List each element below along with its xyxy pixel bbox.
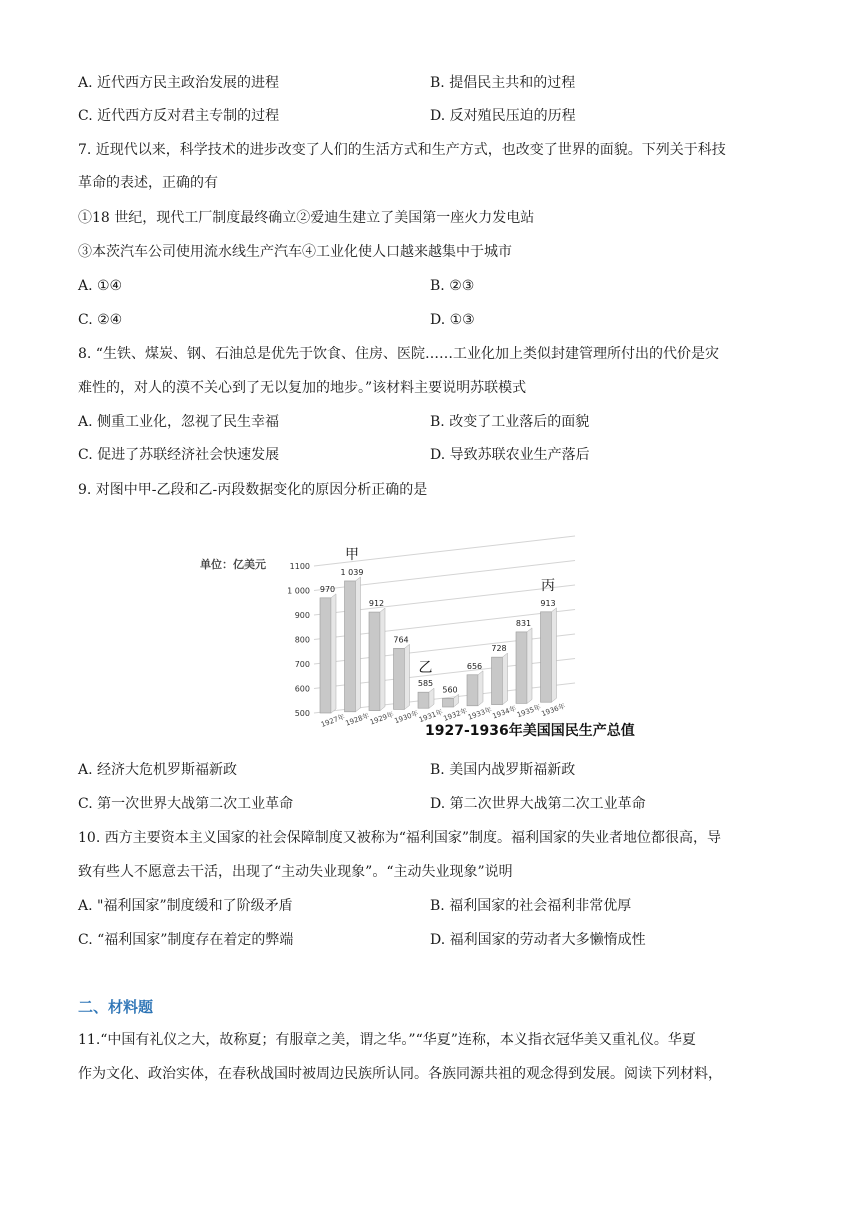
x-tick-label: 1927年 (319, 712, 347, 729)
q8-option-d: D. 导致苏联农业生产落后 (430, 447, 590, 463)
bar-side (527, 628, 532, 703)
data-label: 1 039 (340, 567, 364, 577)
chart-unit-label: 单位：亿美元 (200, 558, 266, 571)
q6-option-c: C. 近代西方反对君主专制的过程 (78, 108, 280, 124)
y-tick-label: 500 (294, 709, 310, 718)
q11-stem-line1: 11.“中国有礼仪之大，故称夏；有服章之美，谓之华。”“华夏”连称，本义指衣冠华美又重礼仪。华夏 (78, 1032, 696, 1048)
q8-option-b: B. 改变了工业落后的面貌 (430, 414, 590, 430)
y-tick-label: 1100 (289, 562, 310, 571)
data-label: 831 (515, 618, 532, 628)
bar (492, 657, 503, 704)
point-annotation: 丙 (541, 577, 555, 594)
x-tick-label: 1933年 (466, 705, 494, 722)
q8-stem-line2: 难性的，对人的漠不关心到了无以复加的地步。”该材料主要说明苏联模式 (78, 380, 527, 396)
q9-stem: 9. 对图中甲-乙段和乙-丙段数据变化的原因分析正确的是 (78, 482, 428, 498)
q8-option-c: C. 促进了苏联经济社会快速发展 (78, 447, 280, 463)
bar-side (552, 608, 557, 702)
bar-side (478, 671, 483, 706)
q10-option-a: A. "福利国家”制度缓和了阶级矛盾 (78, 898, 293, 914)
data-label: 912 (368, 599, 385, 609)
bar (516, 632, 527, 703)
section-heading-materials: 二、材料题 (78, 998, 154, 1016)
q11-stem-line2: 作为文化、政治实体，在春秋战国时被周边民族所认同。各族同源共祖的观念得到发展。阅读下列材料， (78, 1066, 722, 1082)
x-tick-label: 1934年 (491, 704, 518, 721)
q10-option-d: D. 福利国家的劳动者大多懒惰成性 (430, 932, 646, 948)
bar-side (331, 594, 336, 713)
bar-side (503, 653, 508, 704)
q7-statement-line1: ①18 世纪，现代工厂制度最终确立②爱迪生建立了美国第一座火力发电站 (78, 210, 535, 226)
bar (320, 598, 331, 713)
bar-side (429, 688, 434, 708)
q7-option-b: B. ②③ (430, 278, 475, 294)
data-label: 560 (442, 685, 458, 695)
bar-side (356, 577, 361, 712)
q6-option-d: D. 反对殖民压迫的历程 (430, 108, 576, 124)
point-annotation: 乙 (418, 660, 433, 677)
q9-option-d: D. 第二次世界大战第二次工业革命 (430, 796, 646, 812)
q7-option-c: C. ②④ (78, 312, 123, 328)
gnp-bar-chart (190, 518, 635, 748)
y-tick-label: 700 (294, 660, 310, 669)
x-tick-label: 1936年 (540, 702, 567, 719)
x-tick-label: 1928年 (344, 711, 371, 728)
q10-stem-line1: 10. 西方主要资本主义国家的社会保障制度又被称为“福利国家”制度。福利国家的失业者地位都很高，导 (78, 830, 722, 846)
data-label: 728 (491, 644, 507, 654)
q6-option-a: A. 近代西方民主政治发展的进程 (78, 75, 280, 91)
data-label: 764 (393, 635, 409, 645)
q8-stem-line1: 8. “生铁、煤炭、钢、石油总是优先于饮食、住房、医院……工业化加上类似封建管理所付出的代价是灾 (78, 346, 719, 362)
point-annotation: 甲 (345, 546, 359, 563)
x-tick-label: 1935年 (515, 703, 543, 720)
x-tick-label: 1929年 (368, 710, 396, 727)
y-tick-label: 900 (294, 611, 310, 620)
y-tick-label: 600 (294, 684, 310, 694)
q7-option-a: A. ①④ (78, 278, 123, 294)
data-label: 585 (417, 679, 434, 689)
q8-option-a: A. 侧重工业化，忽视了民生幸福 (78, 414, 280, 430)
y-tick-label: 800 (294, 635, 310, 645)
bar (443, 698, 454, 707)
x-tick-label: 1930年 (393, 709, 420, 726)
chart-bars (320, 577, 557, 713)
bar-side (454, 694, 459, 707)
q7-stem-line2: 革命的表述，正确的有 (78, 175, 218, 191)
chart-title: 1927-1936年美国国民生产总值 (425, 723, 635, 739)
bar-side (380, 608, 385, 711)
q10-option-b: B. 福利国家的社会福利非常优厚 (430, 898, 632, 914)
bar (369, 612, 380, 711)
data-label: 656 (466, 661, 483, 671)
q7-stem-line1: 7. 近现代以来，科学技术的进步改变了人们的生活方式和生产方式，也改变了世界的面貌。下列关于科技 (78, 142, 726, 158)
bar (467, 675, 478, 706)
bar (345, 581, 356, 712)
q9-option-c: C. 第一次世界大战第二次工业革命 (78, 796, 294, 812)
bar (394, 648, 405, 709)
q10-option-c: C. “福利国家”制度存在着定的弊端 (78, 932, 294, 948)
q7-option-d: D. ①③ (430, 312, 475, 328)
q10-stem-line2: 致有些人不愿意去干活，出现了“主动失业现象”。“主动失业现象”说明 (78, 864, 513, 880)
data-label: 970 (319, 584, 336, 594)
bar-side (405, 644, 410, 709)
x-tick-label: 1932年 (442, 706, 469, 723)
q7-statement-line2: ③本茨汽车公司使用流水线生产汽车④工业化使人口越来越集中于城市 (78, 244, 512, 260)
y-tick-label: 1 000 (287, 586, 310, 596)
q6-option-b: B. 提倡民主共和的过程 (430, 75, 576, 91)
q9-option-b: B. 美国内战罗斯福新政 (430, 762, 576, 778)
data-label: 913 (540, 598, 556, 608)
bar (541, 612, 552, 702)
x-tick-label: 1931年 (417, 708, 445, 725)
bar (418, 692, 429, 708)
q9-option-a: A. 经济大危机罗斯福新政 (78, 762, 238, 778)
